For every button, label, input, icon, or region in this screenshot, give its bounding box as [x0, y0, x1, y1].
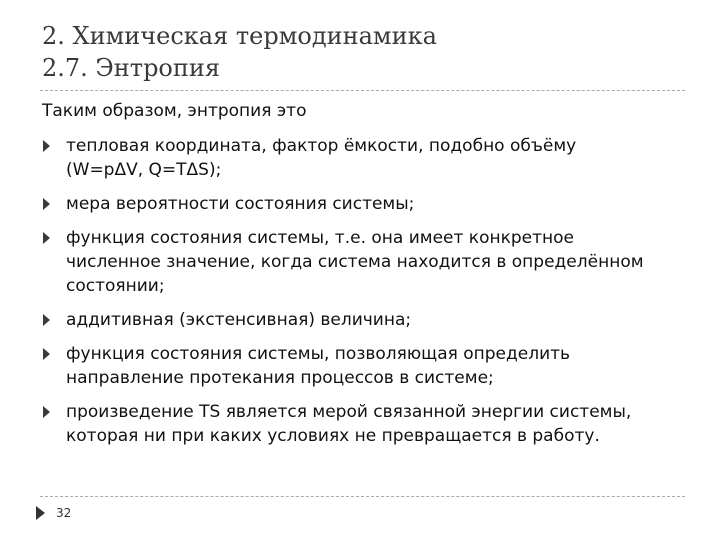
slide-title — [42, 20, 682, 84]
top-divider — [40, 90, 685, 91]
bullet-line: произведение TS является мерой связанной энергии системы, — [66, 402, 632, 422]
bullet-item — [42, 400, 687, 448]
bullet-line: (W=pΔV, Q=TΔS); — [66, 160, 222, 180]
bottom-divider — [40, 496, 685, 497]
bullet-line: направление протекания процессов в системе; — [66, 368, 494, 388]
triangle-bullet-icon — [43, 232, 50, 244]
intro-text: Таким образом, энтропия это — [42, 101, 307, 121]
slide-content — [42, 99, 687, 458]
page-number: 32 — [56, 506, 72, 520]
bullet-line: функция состояния системы, т.е. она имеет конкретное — [66, 228, 574, 248]
bullet-item — [42, 342, 687, 390]
footer-triangle-icon — [36, 506, 45, 520]
triangle-bullet-icon — [43, 140, 50, 152]
bullet-line: функция состояния системы, позволяющая определить — [66, 344, 571, 364]
bullet-line: тепловая координата, фактор ёмкости, подобно объёму — [66, 136, 577, 156]
bullet-item — [42, 308, 687, 332]
title-line-chapter: 2. Химическая термодинамика — [42, 22, 437, 50]
bullet-list — [42, 134, 687, 448]
title-line-section: 2.7. Энтропия — [42, 54, 221, 82]
bullet-line: состоянии; — [66, 276, 165, 296]
bullet-item — [42, 226, 687, 298]
bullet-item — [42, 192, 687, 216]
bullet-item — [42, 134, 687, 182]
triangle-bullet-icon — [43, 314, 50, 326]
bullet-line: численное значение, когда система находится в определённом — [66, 252, 644, 272]
triangle-bullet-icon — [43, 198, 50, 210]
bullet-line: которая ни при каких условиях не превращается в работу. — [66, 426, 600, 446]
bullet-line: мера вероятности состояния системы; — [66, 194, 415, 214]
triangle-bullet-icon — [43, 406, 50, 418]
triangle-bullet-icon — [43, 348, 50, 360]
bullet-line: аддитивная (экстенсивная) величина; — [66, 310, 412, 330]
